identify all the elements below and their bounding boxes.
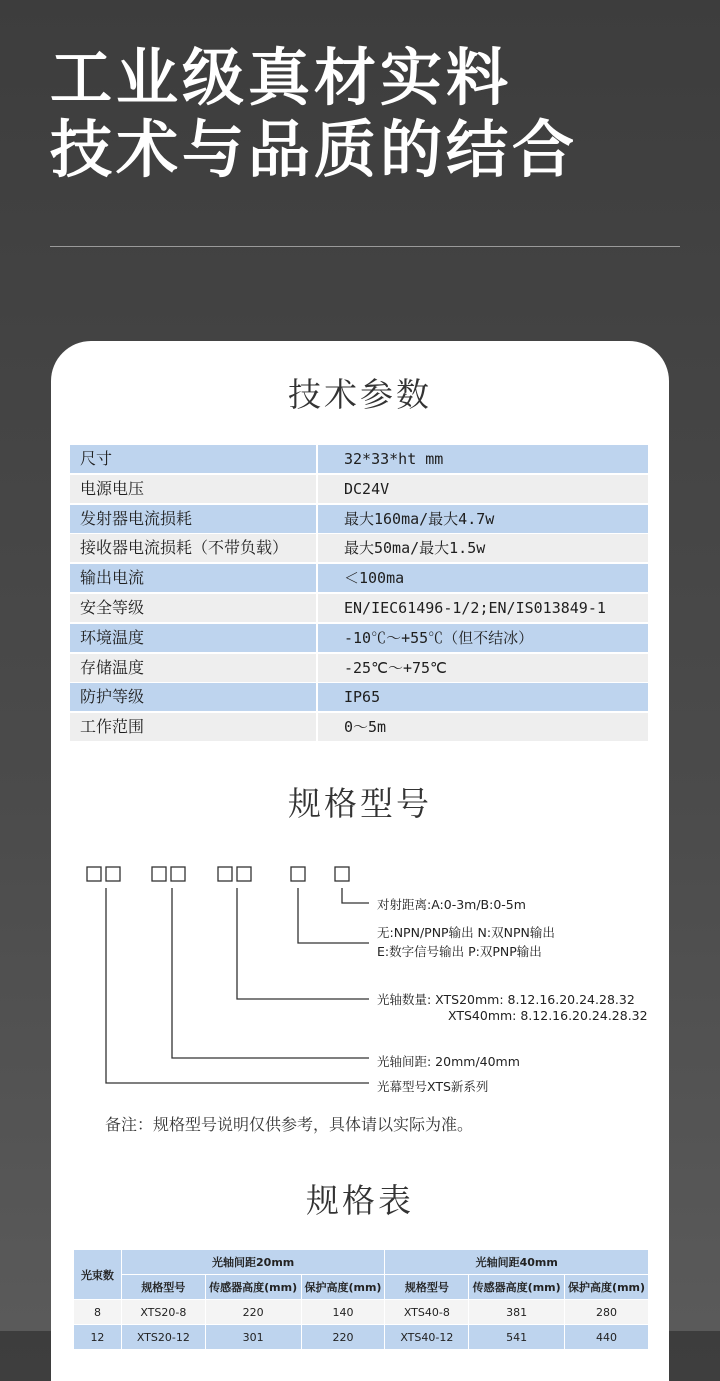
code-box: [291, 867, 305, 881]
param-value: EN/IEC61496-1/2;EN/IS013849-1: [318, 594, 648, 622]
leader-line: [342, 888, 369, 903]
code-box: [237, 867, 251, 881]
model-note: 备注：规格型号说明仅供参考，具体请以实际为准。: [105, 1115, 474, 1134]
group-40mm-header: 光轴间距40mm: [385, 1250, 649, 1275]
param-name: 发射器电流损耗: [70, 505, 316, 533]
table-cell: XTS20-8: [121, 1300, 205, 1325]
param-name: 环境温度: [70, 624, 316, 652]
param-name: 接收器电流损耗（不带负载）: [70, 534, 316, 562]
table-cell: 8: [74, 1300, 122, 1325]
code-box: [152, 867, 166, 881]
leader-line: [172, 888, 369, 1058]
table-row: [70, 505, 648, 533]
table-cell: XTS20-12: [121, 1325, 205, 1350]
code-box: [87, 867, 101, 881]
param-name: 电源电压: [70, 475, 316, 503]
output-label-1: 无:NPN/PNP输出 N:双NPN输出: [377, 925, 555, 940]
code-box: [218, 867, 232, 881]
content-card: [51, 341, 669, 1381]
table-cell: XTS40-12: [385, 1325, 469, 1350]
column-header: 规格型号: [385, 1275, 469, 1300]
hero-divider: [50, 246, 680, 247]
column-header: 保护高度(mm): [565, 1275, 649, 1300]
table-cell: 140: [301, 1300, 385, 1325]
table-row: [74, 1300, 649, 1325]
table-row: [70, 564, 648, 592]
param-name: 输出电流: [70, 564, 316, 592]
param-name: 存储温度: [70, 654, 316, 682]
code-box: [335, 867, 349, 881]
output-label-2: E:数字信号输出 P:双PNP输出: [377, 944, 542, 959]
param-value: 0～5m: [318, 713, 648, 741]
table-row: [70, 654, 648, 682]
param-value: ＜100ma: [318, 564, 648, 592]
param-name: 尺寸: [70, 445, 316, 473]
table-cell: 220: [205, 1300, 301, 1325]
pitch-label: 光轴间距: 20mm/40mm: [377, 1054, 520, 1069]
axis-count-label-1: 光轴数量: XTS20mm: 8.12.16.20.24.28.32: [377, 992, 635, 1007]
model-code-diagram: [51, 856, 669, 1116]
model-code-lines: [51, 856, 669, 1101]
table-row: [70, 683, 648, 711]
tech-params-title: 技术参数: [288, 375, 432, 414]
table-row: [70, 445, 648, 473]
size-table: [73, 1249, 649, 1350]
table-cell: 381: [469, 1300, 565, 1325]
table-cell: 12: [74, 1325, 122, 1350]
tech-params-table: [70, 445, 648, 743]
table-cell: 301: [205, 1325, 301, 1350]
table-cell: XTS40-8: [385, 1300, 469, 1325]
axis-count-label-2: XTS40mm: 8.12.16.20.24.28.32: [448, 1008, 648, 1023]
model-title: 规格型号: [288, 784, 432, 823]
column-header: 规格型号: [121, 1275, 205, 1300]
param-value: 最大50ma/最大1.5w: [318, 534, 648, 562]
hero-line-1: 工业级真材实料: [50, 41, 513, 114]
hero-line-2: 技术与品质的结合: [50, 113, 579, 186]
size-table-title: 规格表: [306, 1181, 414, 1220]
leader-line: [298, 888, 369, 943]
param-value: -10℃～+55℃（但不结冰）: [318, 624, 648, 652]
table-row: [70, 624, 648, 652]
column-header: 传感器高度(mm): [205, 1275, 301, 1300]
table-row: [74, 1325, 649, 1350]
table-row: [70, 713, 648, 741]
group-20mm-header: 光轴间距20mm: [121, 1250, 385, 1275]
param-value: -25℃～+75℃: [318, 654, 648, 682]
table-row: [70, 534, 648, 562]
table-cell: 541: [469, 1325, 565, 1350]
column-header: 传感器高度(mm): [469, 1275, 565, 1300]
param-value: 32*33*ht mm: [318, 445, 648, 473]
beams-header: 光束数: [74, 1250, 122, 1300]
table-cell: 220: [301, 1325, 385, 1350]
series-label: 光幕型号XTS新系列: [377, 1079, 489, 1094]
table-row: [70, 475, 648, 503]
hero-headline: [50, 42, 578, 186]
param-value: 最大160ma/最大4.7w: [318, 505, 648, 533]
param-value: DC24V: [318, 475, 648, 503]
param-name: 安全等级: [70, 594, 316, 622]
code-box: [171, 867, 185, 881]
param-name: 防护等级: [70, 683, 316, 711]
param-name: 工作范围: [70, 713, 316, 741]
distance-label: 对射距离:A:0-3m/B:0-5m: [377, 897, 526, 912]
column-header: 保护高度(mm): [301, 1275, 385, 1300]
table-cell: 440: [565, 1325, 649, 1350]
table-row: [70, 594, 648, 622]
table-cell: 280: [565, 1300, 649, 1325]
param-value: IP65: [318, 683, 648, 711]
code-box: [106, 867, 120, 881]
